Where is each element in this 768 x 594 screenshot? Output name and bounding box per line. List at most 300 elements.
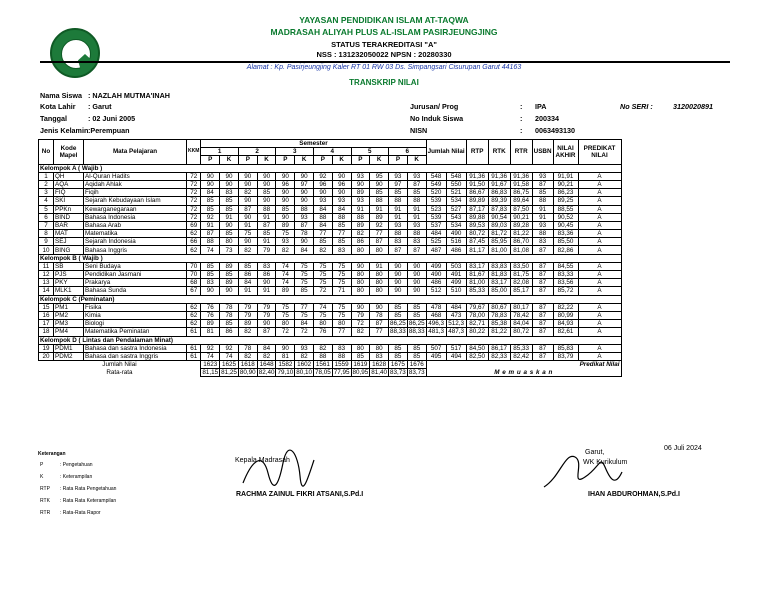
table-cell: 85 xyxy=(407,344,426,352)
gender-value: :Perempuan xyxy=(88,126,130,135)
table-cell: 79 xyxy=(351,311,370,319)
semester-2: 2 xyxy=(238,148,276,156)
table-cell: 82,50 xyxy=(466,352,488,360)
table-row xyxy=(39,344,622,352)
school-name: MADRASAH ALIYAH PLUS AL-ISLAM PASIRJEUNGJING xyxy=(270,27,498,37)
table-cell: 77 xyxy=(332,230,351,238)
table-cell: Aqidah Ahlak xyxy=(84,180,187,188)
table-cell: 76 xyxy=(201,311,220,319)
table-cell: 93 xyxy=(389,172,408,180)
avg-cell: 81,15 xyxy=(202,369,219,377)
table-cell: Al-Quran Hadits xyxy=(84,172,187,180)
table-cell: 548 xyxy=(426,172,446,180)
table-cell: 79 xyxy=(257,303,276,311)
table-cell: 62 xyxy=(187,320,201,328)
table-cell: 549 xyxy=(426,180,446,188)
table-cell: 83 xyxy=(257,262,276,270)
table-cell: 77 xyxy=(313,230,332,238)
table-cell: 75 xyxy=(332,262,351,270)
table-cell: 85,95 xyxy=(488,238,510,246)
table-cell: 87 xyxy=(532,279,553,287)
table-cell: 87 xyxy=(238,205,257,213)
table-cell: 96 xyxy=(313,180,332,188)
table-cell: 90 xyxy=(220,287,239,295)
table-cell: 84 xyxy=(313,221,332,229)
date-value: : 02 Juni 2005 xyxy=(88,114,136,123)
table-cell: AQA xyxy=(54,180,84,188)
avg-cell: 80,90 xyxy=(239,369,256,377)
table-cell: 84 xyxy=(295,246,314,254)
table-cell: 11 xyxy=(39,262,54,270)
table-cell: 72 xyxy=(187,189,201,197)
table-cell: 495 xyxy=(426,352,446,360)
table-cell: 91 xyxy=(351,205,370,213)
table-cell: Biologi xyxy=(84,320,187,328)
table-cell: 93 xyxy=(532,221,553,229)
table-cell: 88 xyxy=(201,238,220,246)
sum-cell: 1628 xyxy=(370,361,389,369)
sum-cell: 1602 xyxy=(295,361,314,369)
table-cell: Sejarah Kebudayaan Islam xyxy=(84,197,187,205)
table-cell: Bahasa Indonesia xyxy=(84,213,187,221)
wk-signature xyxy=(540,447,628,497)
table-cell: 16 xyxy=(39,311,54,319)
table-cell: 81,83 xyxy=(488,271,510,279)
table-cell: 74 xyxy=(276,279,295,287)
major-value: IPA xyxy=(535,102,547,111)
table-cell: 481,3 xyxy=(426,328,446,336)
table-cell: 83,50 xyxy=(510,262,532,270)
table-row xyxy=(39,230,622,238)
table-cell: 91 xyxy=(220,213,239,221)
table-cell: 87 xyxy=(389,246,408,254)
table-cell: 14 xyxy=(39,287,54,295)
table-cell: 80,99 xyxy=(553,311,578,319)
table-cell: 90,21 xyxy=(553,180,578,188)
table-cell: 88 xyxy=(332,352,351,360)
table-cell: 86,25 xyxy=(390,320,406,328)
table-cell: PJS xyxy=(54,271,84,279)
table-cell: 84,04 xyxy=(510,320,532,328)
pk-header: K xyxy=(332,156,351,164)
table-cell: 496,3 xyxy=(426,320,446,328)
group-row xyxy=(39,295,622,303)
table-cell: 537 xyxy=(426,221,446,229)
table-cell: 85 xyxy=(201,271,220,279)
table-cell: 80,17 xyxy=(510,303,532,311)
table-cell: 484 xyxy=(426,230,446,238)
table-cell: 79,67 xyxy=(466,303,488,311)
table-cell: Matematika Peminatan xyxy=(84,328,187,336)
table-cell: 83,36 xyxy=(553,230,578,238)
table-cell: 89 xyxy=(276,287,295,295)
table-cell: BING xyxy=(54,246,84,254)
legend-key: P xyxy=(40,462,44,468)
table-cell: 90 xyxy=(201,180,220,188)
table-cell: 90 xyxy=(351,180,370,188)
table-cell: 85,33 xyxy=(466,287,488,295)
table-row xyxy=(39,271,622,279)
table-cell: 91 xyxy=(370,262,389,270)
table-cell: 93 xyxy=(407,172,426,180)
table-cell: 478 xyxy=(426,303,446,311)
table-cell: SB xyxy=(54,262,84,270)
table-cell: 75 xyxy=(295,262,314,270)
table-cell: 88 xyxy=(532,197,553,205)
seri-label: No SERI : xyxy=(620,102,653,111)
table-cell: 91 xyxy=(370,205,389,213)
table-cell: 87 xyxy=(295,221,314,229)
table-cell: 83 xyxy=(532,238,553,246)
avg-cell: 80,10 xyxy=(296,369,312,377)
table-cell: PDM1 xyxy=(54,344,84,352)
table-cell: 85 xyxy=(220,230,239,238)
table-cell: 88 xyxy=(407,197,426,205)
table-cell: 85 xyxy=(389,311,408,319)
table-cell: Seni Budaya xyxy=(84,262,187,270)
table-cell: 90 xyxy=(257,279,276,287)
legend-key: RTR xyxy=(40,510,51,516)
table-cell: 87 xyxy=(532,262,553,270)
avg-cell: 81,25 xyxy=(221,369,237,377)
table-cell: 90 xyxy=(389,262,408,270)
date-label: Tanggal xyxy=(40,114,68,123)
table-cell: 91 xyxy=(389,213,408,221)
table-cell: 66 xyxy=(187,238,201,246)
table-cell: 62 xyxy=(187,230,201,238)
table-cell: 8 xyxy=(39,230,54,238)
group-title: Kelompok A ( Wajib ) xyxy=(39,164,622,172)
table-cell: 2 xyxy=(39,180,54,188)
semester-1: 1 xyxy=(201,148,239,156)
table-cell: A xyxy=(578,205,621,213)
table-cell: 87,17 xyxy=(466,205,488,213)
head-title: Kepala Madrasah xyxy=(235,457,290,464)
table-cell: 525 xyxy=(426,238,446,246)
table-cell: 4 xyxy=(39,197,54,205)
table-cell: 90 xyxy=(407,262,426,270)
table-cell: 90 xyxy=(201,172,220,180)
table-cell: 90 xyxy=(257,172,276,180)
sum-cell: 1582 xyxy=(276,361,295,369)
table-row xyxy=(39,328,622,336)
table-cell: 19 xyxy=(39,344,54,352)
table-cell: 87 xyxy=(407,180,426,188)
table-cell: 503 xyxy=(446,262,466,270)
table-cell: 89,25 xyxy=(553,197,578,205)
table-cell: 510 xyxy=(446,287,466,295)
doc-title: TRANSKRIP NILAI xyxy=(349,78,419,87)
table-cell: 85 xyxy=(407,189,426,197)
table-cell: 80,72 xyxy=(510,328,532,336)
table-cell: 91,36 xyxy=(488,172,510,180)
table-cell: 93 xyxy=(332,197,351,205)
group-title: Kelompok B ( Wajib ) xyxy=(39,254,622,262)
table-cell: 84,50 xyxy=(466,344,488,352)
table-cell: 85,17 xyxy=(510,287,532,295)
table-cell: 96 xyxy=(332,180,351,188)
table-cell: 89 xyxy=(238,320,257,328)
table-cell: 90 xyxy=(389,287,408,295)
table-cell: 75 xyxy=(332,311,351,319)
table-cell: 86,17 xyxy=(488,344,510,352)
table-cell: 92 xyxy=(313,172,332,180)
table-cell: 84 xyxy=(295,320,314,328)
table-cell: 75 xyxy=(276,230,295,238)
table-cell: 85 xyxy=(332,221,351,229)
table-cell: 84 xyxy=(332,205,351,213)
table-cell: 80 xyxy=(332,320,351,328)
col-rtr: RTR xyxy=(510,140,532,165)
table-cell: 539 xyxy=(426,213,446,221)
table-cell: 91,50 xyxy=(466,180,488,188)
table-cell: 80 xyxy=(220,238,239,246)
table-row xyxy=(39,213,622,221)
table-row xyxy=(39,197,622,205)
table-cell: 91,36 xyxy=(466,172,488,180)
sum-cell: 1675 xyxy=(389,361,408,369)
table-cell: 75 xyxy=(295,271,314,279)
table-cell: BIND xyxy=(54,213,84,221)
table-cell: 15 xyxy=(39,303,54,311)
table-cell: 86,23 xyxy=(553,189,578,197)
table-cell: 91 xyxy=(389,205,408,213)
table-cell: 5 xyxy=(39,205,54,213)
table-cell: 81,00 xyxy=(488,246,510,254)
table-cell: 75 xyxy=(295,279,314,287)
table-cell: 516 xyxy=(446,238,466,246)
table-cell: 85,72 xyxy=(553,287,578,295)
table-cell: 523 xyxy=(426,205,446,213)
table-cell: 90 xyxy=(370,303,389,311)
table-cell: 91 xyxy=(407,205,426,213)
table-cell: 88 xyxy=(332,213,351,221)
table-cell: 90,45 xyxy=(553,221,578,229)
table-cell: 86 xyxy=(238,271,257,279)
table-cell: 74 xyxy=(220,352,239,360)
table-row xyxy=(39,262,622,270)
table-cell: 507 xyxy=(426,344,446,352)
table-cell: 85,00 xyxy=(488,287,510,295)
table-cell: Kimia xyxy=(84,311,187,319)
table-cell: 85 xyxy=(201,197,220,205)
table-cell: 85,83 xyxy=(553,344,578,352)
table-cell: 90 xyxy=(407,271,426,279)
table-cell: 78,00 xyxy=(466,311,488,319)
avg-row xyxy=(39,369,622,377)
table-cell: 82 xyxy=(351,230,370,238)
nis-colon: : xyxy=(520,114,523,123)
table-cell: 78 xyxy=(295,230,314,238)
avg-cell: 80,95 xyxy=(352,369,369,377)
table-cell: 87 xyxy=(257,328,276,336)
table-cell: 78,83 xyxy=(488,311,510,319)
table-cell: Sejarah Indonesia xyxy=(84,238,187,246)
table-cell: 81 xyxy=(201,328,220,336)
table-cell: 90 xyxy=(238,197,257,205)
table-cell: 88 xyxy=(351,213,370,221)
accreditation: STATUS TERAKREDITASI "A" xyxy=(331,40,437,49)
table-cell: 88 xyxy=(313,352,332,360)
table-cell: 83,33 xyxy=(553,271,578,279)
table-cell: 85 xyxy=(295,287,314,295)
table-cell: 86,70 xyxy=(510,238,532,246)
sum-cell: 1618 xyxy=(238,361,257,369)
semester-6: 6 xyxy=(389,148,427,156)
table-row xyxy=(39,311,622,319)
table-cell: 87 xyxy=(532,271,553,279)
table-cell: 61 xyxy=(187,344,201,352)
table-cell: 87,45 xyxy=(466,238,488,246)
table-cell: 93 xyxy=(407,221,426,229)
table-cell: 83 xyxy=(407,238,426,246)
table-cell: 87 xyxy=(532,246,553,254)
table-cell: 82,08 xyxy=(510,279,532,287)
table-cell: 82,33 xyxy=(488,352,510,360)
table-cell: 74 xyxy=(313,303,332,311)
table-cell: 90 xyxy=(407,287,426,295)
table-cell: 86,67 xyxy=(466,189,488,197)
table-cell: PKY xyxy=(54,279,84,287)
table-cell: 77 xyxy=(370,328,389,336)
table-cell: 81,00 xyxy=(466,279,488,287)
table-cell: 82 xyxy=(313,344,332,352)
nss-npsn: NSS : 131232050022 NPSN : 20280330 xyxy=(316,50,452,59)
table-row xyxy=(39,246,622,254)
table-cell: 89,89 xyxy=(466,197,488,205)
table-cell: A xyxy=(578,279,621,287)
table-cell: 80 xyxy=(370,344,389,352)
table-cell: 82,22 xyxy=(553,303,578,311)
table-cell: 78 xyxy=(370,311,389,319)
table-cell: 69 xyxy=(187,221,201,229)
table-cell: 72 xyxy=(187,205,201,213)
head-signature xyxy=(238,448,318,493)
table-cell: A xyxy=(578,197,621,205)
table-cell: 93 xyxy=(351,197,370,205)
table-cell: 68 xyxy=(187,279,201,287)
table-cell: 85 xyxy=(389,352,408,360)
table-row xyxy=(39,303,622,311)
table-cell: 72 xyxy=(313,287,332,295)
table-cell: 87 xyxy=(532,352,553,360)
semester-3: 3 xyxy=(276,148,314,156)
table-cell: 1 xyxy=(39,172,54,180)
table-cell: 88 xyxy=(389,230,408,238)
group-title: Kelompok D ( Lintas dan Pendalaman Minat) xyxy=(39,336,622,344)
table-row xyxy=(39,238,622,246)
table-cell: 90 xyxy=(332,189,351,197)
table-cell: 87 xyxy=(370,238,389,246)
avg-cell: 83,73 xyxy=(390,369,406,377)
col-rtp: RTP xyxy=(466,140,488,165)
table-cell: 84 xyxy=(238,279,257,287)
table-cell: 73 xyxy=(220,246,239,254)
table-cell: 85,38 xyxy=(488,320,510,328)
table-cell: 88 xyxy=(370,197,389,205)
table-cell: 85 xyxy=(407,311,426,319)
nis-value: 200334 xyxy=(535,114,559,123)
pk-header: P xyxy=(389,156,408,164)
table-cell: Bahasa Sunda xyxy=(84,287,187,295)
table-cell: 494 xyxy=(446,352,466,360)
group-row xyxy=(39,254,622,262)
table-cell: 90 xyxy=(220,172,239,180)
table-cell: 85 xyxy=(276,205,295,213)
table-cell: A xyxy=(578,230,621,238)
group-row xyxy=(39,164,622,172)
table-cell: 499 xyxy=(426,262,446,270)
table-row xyxy=(39,320,622,328)
table-cell: 75 xyxy=(332,271,351,279)
table-cell: 83 xyxy=(201,279,220,287)
table-cell: 484 xyxy=(446,303,466,311)
table-cell: 89 xyxy=(370,213,389,221)
table-cell: 80,72 xyxy=(466,230,488,238)
table-cell: 90 xyxy=(238,180,257,188)
table-cell: 83,17 xyxy=(466,262,488,270)
name-value: : NAZLAH MUTMA'INAH xyxy=(88,91,170,100)
table-cell: 80 xyxy=(351,344,370,352)
table-cell: 82 xyxy=(238,246,257,254)
table-cell: 62 xyxy=(187,246,201,254)
nis-label: No Induk Siswa xyxy=(410,114,464,123)
table-cell: 75 xyxy=(276,303,295,311)
pk-header: K xyxy=(370,156,389,164)
table-cell: 91 xyxy=(407,213,426,221)
table-cell: 85 xyxy=(220,320,239,328)
table-cell: 97 xyxy=(389,180,408,188)
table-cell: 487 xyxy=(426,246,446,254)
table-cell: A xyxy=(578,303,621,311)
table-cell: 74 xyxy=(201,352,220,360)
col-predikat: PREDIKAT NILAI xyxy=(578,140,621,165)
table-cell: 86 xyxy=(220,328,239,336)
table-cell: 91 xyxy=(532,205,553,213)
table-cell: 89,64 xyxy=(510,197,532,205)
table-cell: 86,83 xyxy=(488,189,510,197)
table-cell: 97 xyxy=(295,180,314,188)
table-cell: 96 xyxy=(276,180,295,188)
table-cell: 92 xyxy=(201,344,220,352)
legend-desc: : Pengetahuan xyxy=(60,462,93,468)
avg-cell: 82,40 xyxy=(258,369,275,377)
table-cell: 80 xyxy=(351,246,370,254)
avg-label: Rata-rata xyxy=(106,369,133,377)
table-cell: 90 xyxy=(295,172,314,180)
pk-header: K xyxy=(407,156,426,164)
table-cell: 88 xyxy=(407,230,426,238)
table-cell: 10 xyxy=(39,246,54,254)
table-cell: 80 xyxy=(370,271,389,279)
table-cell: 87 xyxy=(532,287,553,295)
col-jumlah: Jumlah Nilai xyxy=(426,140,466,165)
table-cell: 527 xyxy=(446,205,466,213)
sum-cell: 1625 xyxy=(220,361,239,369)
table-cell: A xyxy=(578,213,621,221)
table-cell: 75 xyxy=(295,311,314,319)
table-cell: 89,39 xyxy=(488,197,510,205)
table-cell: 491 xyxy=(446,271,466,279)
sum-cell: 1559 xyxy=(332,361,351,369)
table-cell: 92 xyxy=(370,221,389,229)
table-row xyxy=(39,205,622,213)
table-cell: 75 xyxy=(313,279,332,287)
pk-header: P xyxy=(201,156,220,164)
table-cell: 83 xyxy=(389,238,408,246)
nisn-colon: : xyxy=(520,126,523,135)
nisn-label: NISN xyxy=(410,126,428,135)
